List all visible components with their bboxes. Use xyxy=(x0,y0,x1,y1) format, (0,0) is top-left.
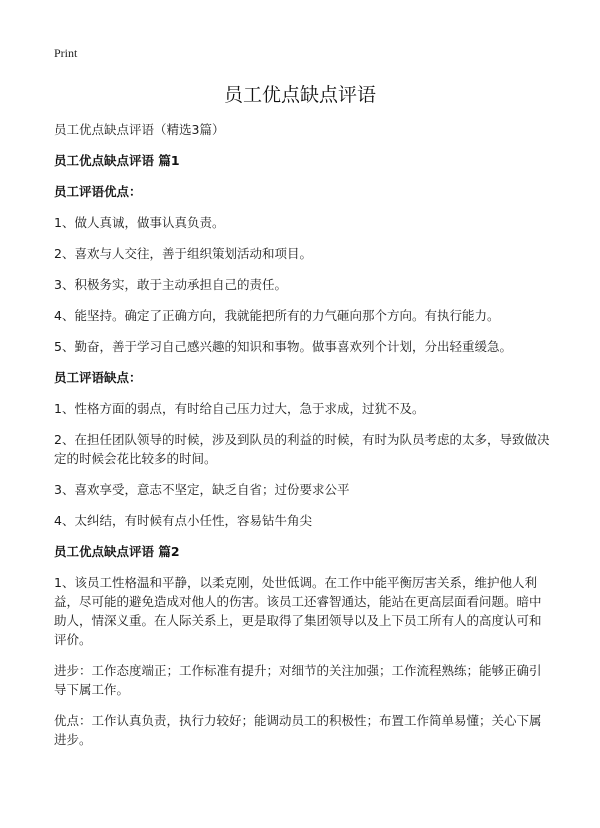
weaknesses-heading: 员工评语缺点： xyxy=(54,370,142,385)
section2-paragraph: 进步：工作态度端正；工作标准有提升；对细节的关注加强；工作流程熟练；能够正确引导下属工作。 xyxy=(54,663,542,697)
strength-item: 2、喜欢与人交往，善于组织策划活动和项目。 xyxy=(54,246,312,261)
weakness-item: 4、太纠结，有时候有点小任性，容易钻牛角尖 xyxy=(54,513,312,528)
strength-item: 5、勤奋，善于学习自己感兴趣的知识和事物。做事喜欢列个计划，分出轻重缓急。 xyxy=(54,339,512,354)
weakness-item: 1、性格方面的弱点，有时给自己压力过大，急于求成，过犹不及。 xyxy=(54,401,425,416)
strength-item: 1、做人真诚，做事认真负责。 xyxy=(54,215,225,230)
strengths-heading: 员工评语优点： xyxy=(54,184,142,199)
document-subtitle: 员工优点缺点评语（精选3篇） xyxy=(54,122,225,137)
section2-paragraph: 优点：工作认真负责，执行力较好；能调动员工的积极性；布置工作简单易懂；关心下属进步。 xyxy=(54,713,542,747)
section-heading-2: 员工优点缺点评语 篇2 xyxy=(54,544,180,559)
weakness-item: 3、喜欢享受，意志不坚定，缺乏自省；过份要求公平 xyxy=(54,482,350,497)
strength-item: 3、积极务实，敢于主动承担自己的责任。 xyxy=(54,277,287,292)
section2-paragraph: 1、该员工性格温和平静，以柔克刚，处世低调。在工作中能平衡厉害关系，维护他人利益，尽可能的避免造成对他人的伤害。该员工还睿智通达，能站在更高层面看问题。暗中助人，情深义重。在人际关系上，更是取得了集团领导以及上下员工所有人的高度认可和评价。 xyxy=(54,575,542,647)
strength-item: 4、能坚持。确定了正确方向，我就能把所有的力气砸向那个方向。有执行能力。 xyxy=(54,308,500,323)
document-body xyxy=(54,120,552,761)
page-title: 员工优点缺点评语 xyxy=(223,84,376,106)
weakness-item: 2、在担任团队领导的时候，涉及到队员的利益的时候，有时为队员考虑的太多，导致做决定的时候会花比较多的时间。 xyxy=(54,432,550,466)
print-label: Print xyxy=(54,46,78,60)
section-heading-1: 员工优点缺点评语 篇1 xyxy=(54,153,180,168)
